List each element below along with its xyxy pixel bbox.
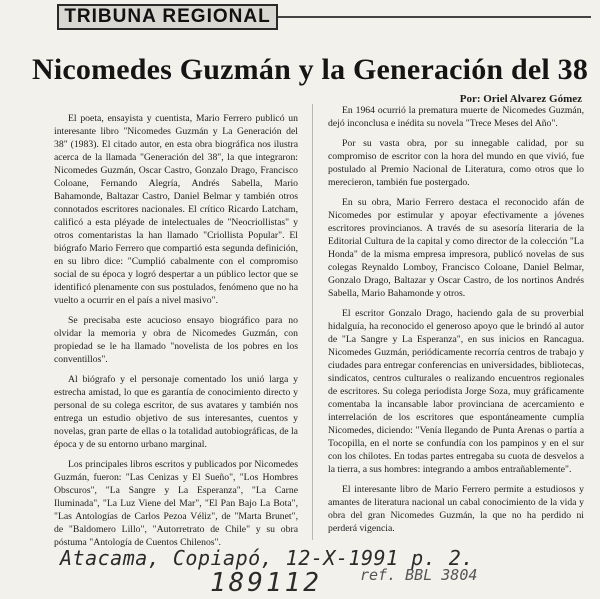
article-column-left bbox=[54, 112, 298, 556]
paragraph: Los principales libros escritos y publicados por Nicomedes Guzmán, fueron: "Las Cenizas y El Sueño", "Los Hombres Obscuros", "La Sangre y La Esperanza", "La Carne Iluminada", "La Luz Viene del Mar", "El Pan Bajo La Bota", "Las Antologías de Carlos Pezoa Véliz", de "Marta Brunet", de "Baldomero Lillo", "Autorretrato de Chile" y su obra póstuma "Antología de Cuentos Chilenos". bbox=[54, 459, 298, 548]
handwritten-number: 189112 bbox=[210, 568, 322, 598]
archive-reference: ref. BBL 3804 bbox=[360, 566, 478, 584]
article-title: Nicomedes Guzmán y la Generación del 38 bbox=[31, 53, 589, 86]
column-divider bbox=[312, 104, 313, 540]
paragraph: Al biógrafo y el personaje comentado los unió larga y estrecha amistad, lo que es garantía de conocimiento directo y personal de su colega escritor, de sus avatares y también nos entrega un estudio objetivo de sus interesantes, cuentos y novelas, gran parte de ellas o la totalidad autobiográficas, de la época y de su entorno urbano marginal. bbox=[54, 374, 298, 450]
banner-rule bbox=[278, 16, 591, 18]
paragraph: El poeta, ensayista y cuentista, Mario Ferrero publicó un interesante libro "Nicomedes Guzmán y La Generación del 38" (1983). El citado autor, en esta obra biográfica nos ilustra acerca de la llamada "Generación del 38", la que integraron: Nicomedes Guzmán, Oscar Castro, Gonzalo Drago, Francisco Coloane, Fernando Alegría, Andrés Sabella, Mario Bahamonde, Baltazar Castro, Daniel Belmar y también otros connotados escritores nacionales. El crítico Ricardo Latcham, calificó a esta pléyade de intelectuales de "Neocriollistas" y otros comentaristas la han llamado "Criollista Popular". El biógrafo Mario Ferrero que compartió esta segunda definición, en su libro dice: "Cumplió cabalmente con el compromiso social de su época y logró despertar a un público lector que se identificó plenamente con sus postulados, fenómeno que no ha vuelto a ocurrir en el país a nivel masivo". bbox=[54, 113, 298, 306]
paragraph: El interesante libro de Mario Ferrero permite a estudiosos y amantes de literatura nacional un cabal conocimiento de la vida y obra del gran Nicomedes Guzmán, la que no ha perdido ni perderá vigencia. bbox=[328, 484, 584, 534]
paragraph: En su obra, Mario Ferrero destaca el reconocido afán de Nicomedes por estimular y apoyar efectivamente a jóvenes escritores provincianos. A través de su asesoría literaria de la Editorial Cultura de la capital y como director de la colección "La Honda" de la misma empresa impresora, publicó novelas de sus colegas Reynaldo Lomboy, Francisco Coloane, Daniel Belmar, Gonzalo Drago, Baltazar y Oscar Castro, de los nortinos Andrés Sabella, Mario Bahamonde y otros. bbox=[328, 197, 584, 299]
section-banner: TRIBUNA REGIONAL bbox=[57, 4, 278, 30]
paragraph: Se precisaba este acucioso ensayo biográfico para no olvidar la memoria y obra de Nicomedes Guzmán, con propiedad se le ha llamado "novelista de los pobres en los conventillos". bbox=[54, 315, 298, 365]
paragraph: En 1964 ocurrió la prematura muerte de Nicomedes Guzmán, dejó inconclusa e inédita su novela "Trece Meses del Año". bbox=[328, 105, 584, 129]
paragraph: El escritor Gonzalo Drago, haciendo gala de su proverbial hidalguía, ha reconocido el generoso apoyo que le brindó al autor de "La Sangre y La Esperanza", en sus inicios en Rancagua. Nicomedes Guzmán, periódicamente recorría centros de trabajo y ciudades para entregar conferencias en universidades, bibliotecas, sindicatos, centros culturales o realizando encuentros regionales de escritores. Su colega periodista Jorge Soza, muy gráficamente comentaba la incansable labor provinciana de acercamiento e interrelación de los escritores que espontáneamente cumplía Nicomedes, diciendo: "Venía llegando de Punta Arenas o partía a Tocopilla, en el norte se confundía con los pampinos y en el sur con los chilotes. En todas partes entregaba su cuota de desvelos a la tierra, a sus hombres: integrando a ambos entrañablemente". bbox=[328, 308, 584, 475]
article-column-right bbox=[328, 104, 584, 542]
handwritten-source-note: Atacama, Copiapó, 12-X-1991 p. 2. bbox=[60, 546, 474, 570]
paragraph: Por su vasta obra, por su innegable calidad, por su compromiso de escritor con la hora del mundo en que vivió, fue postulado al Premio Nacional de Literatura, como otros que lo merecieron, también fue postergado. bbox=[328, 138, 584, 188]
article-byline: Por: Oriel Alvarez Gómez bbox=[459, 93, 582, 105]
